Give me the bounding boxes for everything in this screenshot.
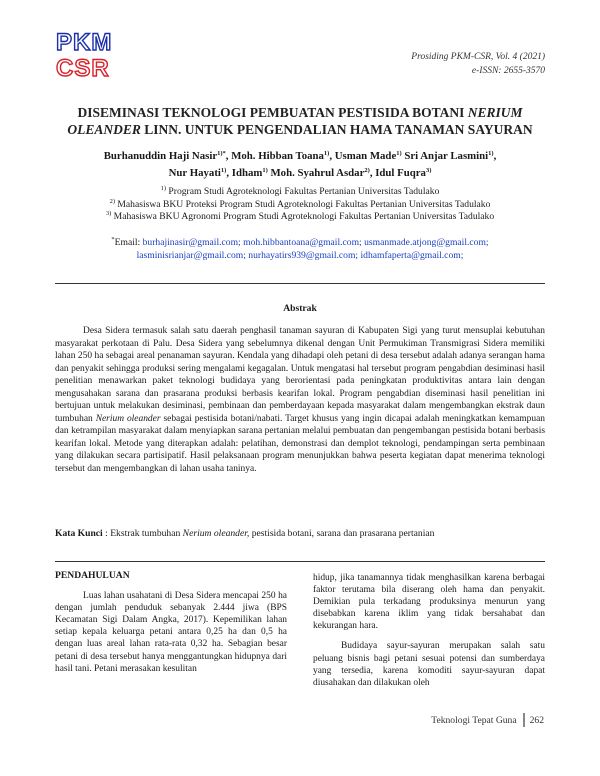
abstract-body: Desa Sidera termasuk salah satu daerah penghasil tanaman sayuran di Kabupaten Sigi yang turut mensuplai kebutuhan masyarakat perkotaan di Palu. Desa Sidera yang sebelumnya dikenal dengan Unit Permukiman Transmigrasi Sidera memiliki lahan 250 ha sebagai areal penanaman sayuran. Kendala yang dihadapi oleh petani di desa tersebut adalah adanya serangan hama dan penyakit sehingga produksi sering mengalami kegagalan. Untuk mengatasi hal tersebut program pengabdian desiminasi hasil penelitian menawarkan paket teknologi budidaya yang berorientasi pada peningkatan produktivitas antara lain dengan mengusahakan sarana dan prasarana produksi berbasis kearifan lokal. Program pengabdian diseminasi hasil penelitian ini bertujuan untuk melakukan desiminasi, pembinaan dan pemberdayaan kepada masyarakat dalam mengembangkan ekstrak daun tumbuhan Nerium oleander sebagai pestisida botani/nabati. Target khusus yang ingin dicapai adalah meningkatkan kemampuan dan ketrampilan masyarakat dalam menyiapkan sarana pertanian melalui pembuatan dan pengembangan pestisida botani berbasis kearifan lokal. Metode yang diterapkan adalah: pelatihan, demonstrasi dan demplot teknologi, pendampingan serta pembinaan yang dilakukan secara partisipatif. Hasil pelaksanaan program menunjukkan bahwa peserta kegiatan dapat menerima teknologi tersebut dan mengembangkan di lahan usaha taninya. bbox=[55, 326, 545, 474]
logo-top-text: PKM bbox=[56, 29, 113, 56]
journal-logo bbox=[56, 29, 113, 92]
author-list bbox=[55, 148, 545, 182]
author: Usman Made$^{1)}$ bbox=[334, 150, 402, 162]
email-block bbox=[55, 236, 545, 262]
email-links-line-2[interactable]: lasminisrianjar@gmail.com; nurhayatirs939@gmail.com; idhamfaperta@gmail.com; bbox=[136, 250, 464, 261]
keywords-label: Kata Kunci bbox=[55, 528, 103, 539]
paper-title bbox=[55, 104, 545, 138]
body-left-column bbox=[55, 570, 287, 675]
affiliation: $^{3)}$ Mahasiswa BKU Agronomi Program Studi Agroteknologi Fakultas Pertanian Universitas Tadulako bbox=[105, 210, 495, 222]
body-paragraph: Luas lahan usahatani di Desa Sidera mencapai 250 ha dengan jumlah penduduk sebanyak 2.444 jiwa (BPS Kecamatan Sigi Dalam Angka, 2017). Kepemilikan lahan setiap kepala keluarga petani antara 0,25 ha dan 0,5 ha dengan luas areal lahan rata-rata 0,32 ha. Sebagian besar petani di desa tersebut hanya menggantungkan hidupnya dari hasil tani. Petani merasakan kesulitan bbox=[55, 591, 287, 674]
body-paragraph: hidup, jika tanamannya tidak menghasilkan karena berbagai faktor terutama bila diserang oleh hama dan penyakit. Demikian pula terkadang produksinya menurun yang disebabkan karena iklim yang tidak bersahabat dan kekurangan hara. bbox=[313, 573, 545, 632]
email-label: Email: bbox=[114, 237, 143, 248]
author: Burhanuddin Haji Nasir$^{1)*}$, bbox=[103, 150, 232, 162]
issn: e-ISSN: 2655-3570 bbox=[471, 66, 545, 76]
body-right-column bbox=[313, 572, 545, 689]
author: Nur Hayati$^{1)}$, bbox=[168, 167, 232, 179]
proceeding-name: Prosiding PKM-CSR, Vol. 4 (2021) bbox=[411, 52, 545, 62]
divider-top bbox=[55, 283, 545, 284]
title-part-1: DISEMINASI TEKNOLOGI PEMBUATAN PESTISIDA BOTANI bbox=[77, 105, 468, 120]
author: Idham$^{1)}$ bbox=[231, 167, 268, 179]
keywords: Kata Kunci : Ekstrak tumbuhan Nerium oleander, pestisida botani, sarana dan prasarana pertanian bbox=[55, 528, 435, 539]
section-heading: PENDAHULUAN bbox=[55, 570, 130, 581]
logo-bottom-text: CSR bbox=[56, 55, 110, 82]
proceeding-info bbox=[411, 50, 545, 78]
body-paragraph: Budidaya sayur-sayuran merupakan salah satu peluang bisnis bagi petani sesuai potensi dan sumberdaya yang tersedia, karena komoditi sayur-sayuran dapat diusahakan dan dilakukan oleh bbox=[313, 641, 545, 688]
affiliation: $^{1)}$ Program Studi Agroteknologi Fakultas Pertanian Universitas Tadulako bbox=[160, 185, 440, 197]
title-species: NERIUM OLEANDER bbox=[67, 105, 523, 137]
author: Idul Fuqra$^{3)}$ bbox=[375, 167, 432, 179]
page-number: 262 bbox=[529, 714, 544, 726]
author: Moh. Hibban Toana$^{1)}$, bbox=[231, 150, 335, 162]
email-marker: * bbox=[111, 236, 115, 243]
affiliations bbox=[55, 186, 545, 224]
author: Moh. Syahrul Asdar$^{2)}$, bbox=[270, 167, 376, 179]
title-part-2: LINN. UNTUK PENGENDALIAN HAMA TANAMAN SAYURAN bbox=[140, 122, 533, 137]
abstract-heading: Abstrak bbox=[283, 303, 317, 314]
footer-separator bbox=[523, 713, 525, 727]
page-footer bbox=[431, 713, 544, 727]
affiliation: $^{2)}$ Mahasiswa BKU Proteksi Program Studi Agroteknologi Fakultas Pertanian Universitas Tadulako bbox=[109, 197, 491, 210]
author: Sri Anjar Lasmini$^{1)}$, bbox=[404, 150, 497, 162]
divider-bottom bbox=[55, 561, 545, 562]
footer-journal: Teknologi Tepat Guna bbox=[431, 714, 517, 726]
email-links-line-1[interactable]: burhajinasir@gmail.com; moh.hibbantoana@gmail.com; usmanmade.atjong@gmail.com; bbox=[142, 237, 489, 248]
